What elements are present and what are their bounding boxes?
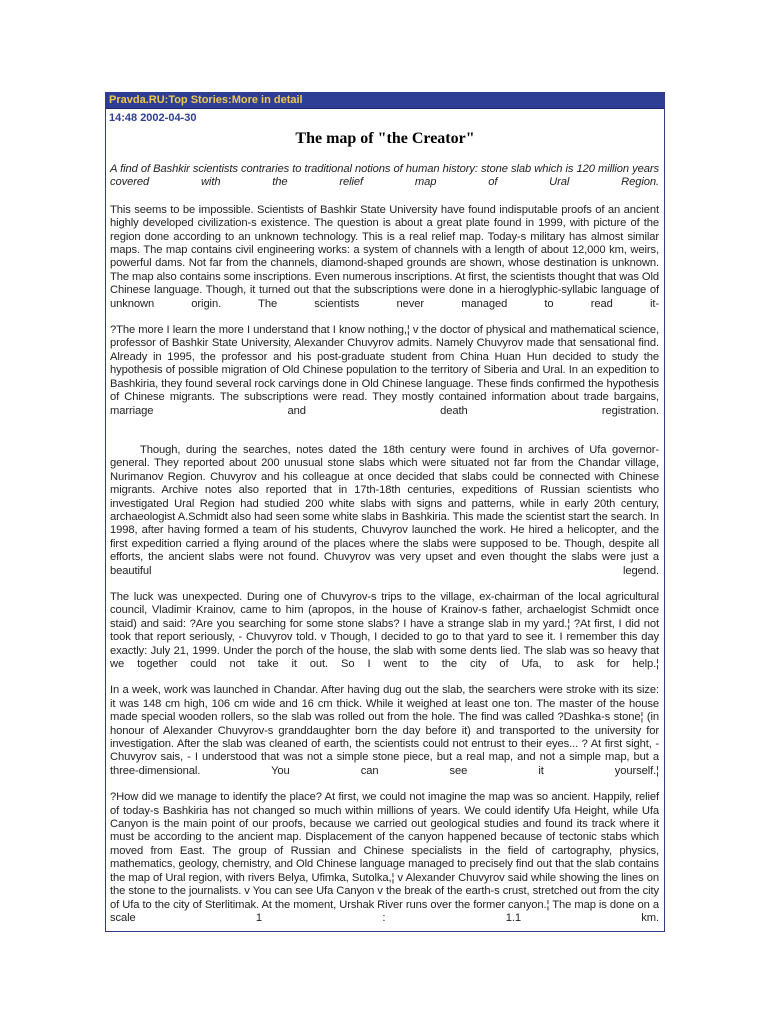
- article-lead: A find of Bashkir scientists contraries to traditional notions of human history: stone slab which is 120 million years covered with the relief map of Ural Region.: [110, 163, 659, 189]
- article-paragraph: The luck was unexpected. During one of Chuvyrov-s trips to the village, ex-chairman of the local agricultural council, Vladimir Krainov, came to him (apropos, in the house of Krainov-s father, archaelogist Schmidt once staid) and said: ?Are you searching for some stone slabs? I have a strange slab in my yard.¦ ?At first, I did not took that report seriously, - Chuvyrov told. v Though, I decided to go to that yard to see it. I remember this day exactly: July 21, 1999. Under the porch of the house, the slab with some dents lied. The slab was so heavy that we together could not take it out. So I went to the city of Ufa, to ask for help.¦: [110, 590, 659, 670]
- breadcrumb-current-page: More in detail: [231, 94, 303, 106]
- header-bar: [106, 92, 664, 109]
- article-paragraph: This seems to be impossible. Scientists of Bashkir State University have found indisputable proofs of an ancient highly developed civilization-s existence. The question is about a great plate found in 1999, with picture of the region done according to an unknown technology. This is a real relief map. Today-s military has almost similar maps. The map contains civil engineering works: a system of channels with a length of about 12,000 km, weirs, powerful dams. Not far from the channels, diamond-shaped grounds are shown, whose destination is unknown. The map also contains some inscriptions. Even numerous inscriptions. At first, the scientists thought that was Old Chinese language. Though, it turned out that the subscriptions were done in a hieroglyphic-syllabic language of unknown origin. The scientists never managed to read it-: [110, 203, 659, 310]
- article-frame: [105, 92, 665, 932]
- breadcrumb-separator: :: [228, 94, 232, 106]
- article-title: The map of "the Creator": [295, 130, 475, 147]
- article-timestamp: 14:48 2002-04-30: [109, 112, 197, 124]
- breadcrumb-site-link[interactable]: Pravda.RU: [109, 94, 165, 106]
- article-paragraph: ?How did we manage to identify the place? At first, we could not imagine the map was so ancient. Happily, relief of today-s Bashkiria has not changed so much within millions of years. We could identify Ufa Height, while Ufa Canyon is the main point of our proofs, because we carried out geological studies and found its track where it must be according to the ancient map. Displacement of the canyon happened because of tectonic stabs which moved from East. The group of Russian and Chinese specialists in the field of cartography, physics, mathematics, geology, chemistry, and Old Chinese language managed to precisely find out that the slab contains the map of Ural region, with rivers Belya, Ufimka, Sutolka,¦ v Alexander Chuvyrov said while showing the lines on the stone to the journalists. v You can see Ufa Canyon v the break of the earth-s crust, stretched out from the city of Ufa to the city of Sterlitimak. At the moment, Urshak River runs over the former canyon.¦ The map is done on a scale 1 : 1.1 km.: [110, 791, 659, 924]
- article-paragraph: In a week, work was launched in Chandar. After having dug out the slab, the searchers were stroke with its size: it was 148 cm high, 106 cm wide and 16 cm thick. While it weighed at least one ton. The master of the house made special wooden rollers, so the slab was rolled out from the hole. The find was called ?Dashka-s stone¦ (in honour of Alexander Chuvyrov-s granddaughter born the day before it) and transported to the university for investigation. After the slab was cleaned of earth, the scientists could not entrust to their eyes... ? At first sight, - Chuvyrov sais, - I understood that was not a simple stone piece, but a real map, and not a simple map, but a three-dimensional. You can see it yourself.¦: [110, 684, 659, 777]
- article-paragraph: Though, during the searches, notes dated the 18th century were found in archives of Ufa governor-general. They reported about 200 unusual stone slabs which were situated not far from the Chandar village, Nurimanov Region. Chuvyrov and his colleague at once decided that slabs could be connected with Chinese migrants. Archive notes also reported that in 17th-18th centuries, expeditions of Russian scientists who investigated Ural Region had studied 200 white slabs with signs and patterns, while in early 20th century, archaeologist A.Schmidt also had seen some white slabs in Bashkiria. This made the scientist start the search. In 1998, after having formed a team of his students, Chuvyrov launched the work. He hired a helicopter, and the first expedition carried a flying around of the places where the slabs were supposed to be. Though, despite all efforts, the ancient slabs were not found. Chuvyrov was very upset and even thought the slabs were just a beautiful legend.: [110, 443, 659, 577]
- article-body: [106, 163, 664, 925]
- breadcrumb-separator: :: [164, 94, 169, 106]
- breadcrumb: [109, 94, 303, 106]
- breadcrumb-section-link[interactable]: Top Stories: [168, 94, 229, 106]
- article-paragraph: ?The more I learn the more I understand that I know nothing,¦ v the doctor of physical and mathematical science, professor of Bashkir State University, Alexander Chuvyrov admits. Namely Chuvyrov made that sensational find. Already in 1995, the professor and his post-graduate student from China Huan Hun decided to study the hypothesis of possible migration of Old Chinese population to the territory of Siberia and Ural. In an expedition to Bashkiria, they found several rock carvings done in Old Chinese language. These finds confirmed the hypothesis of Chinese migrants. The subscriptions were read. They mostly contained information about trade bargains, marriage and death registration.: [110, 324, 659, 417]
